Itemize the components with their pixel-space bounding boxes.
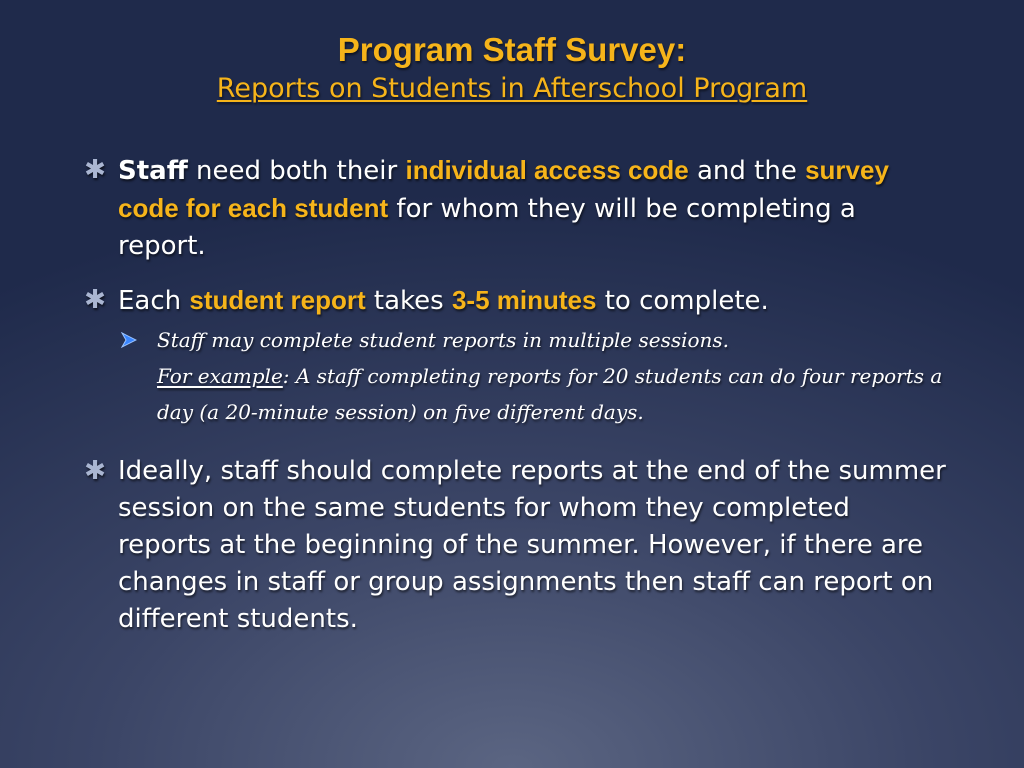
bullet-1-text-b: and the (688, 156, 806, 186)
bullet-1-access-code: individual access code (405, 155, 689, 185)
bullet-1-staff: Staff (118, 156, 188, 186)
bullet-2-text-c: to complete. (596, 286, 769, 316)
example-label: For example (157, 364, 283, 388)
example-text: : A staff completing reports for 20 students can do four reports a day (a 20-minute session) on five different days. (157, 364, 943, 424)
sub-bullet-example (157, 358, 957, 430)
slide-title: Program Staff Survey: (337, 31, 687, 68)
bullet-1 (84, 152, 948, 265)
bullet-3-text: Ideally, staff should complete reports at the end of the summer session on the same students for whom they completed reports at the beginning of the summer. However, if there are changes in staff or group assignments then staff can report on different students. (118, 456, 946, 634)
asterisk-bullet-icon: ✱ (84, 456, 106, 486)
bullet-2 (84, 282, 948, 320)
asterisk-bullet-icon: ✱ (84, 285, 106, 315)
bullet-1-text-a: need both their (187, 156, 406, 186)
bullet-2-text-b: takes (365, 286, 452, 316)
bullet-2-duration: 3-5 minutes (451, 285, 597, 315)
bullet-1-survey-code: survey code for each student (118, 155, 889, 223)
bullet-3 (84, 453, 948, 638)
sub-bullet (157, 322, 957, 430)
slide-subtitle: Reports on Students in Afterschool Program (216, 73, 808, 104)
bullet-2-student-report: student report (189, 285, 366, 315)
bullet-2-text-a: Each (118, 286, 190, 316)
asterisk-bullet-icon: ✱ (84, 155, 106, 185)
bullet-1-text-c: for whom they will be completing a report. (118, 194, 856, 261)
title-block (0, 30, 1024, 108)
arrow-right-bullet-icon (121, 332, 137, 348)
sub-bullet-line-1: Staff may complete student reports in multiple sessions. (157, 328, 730, 352)
